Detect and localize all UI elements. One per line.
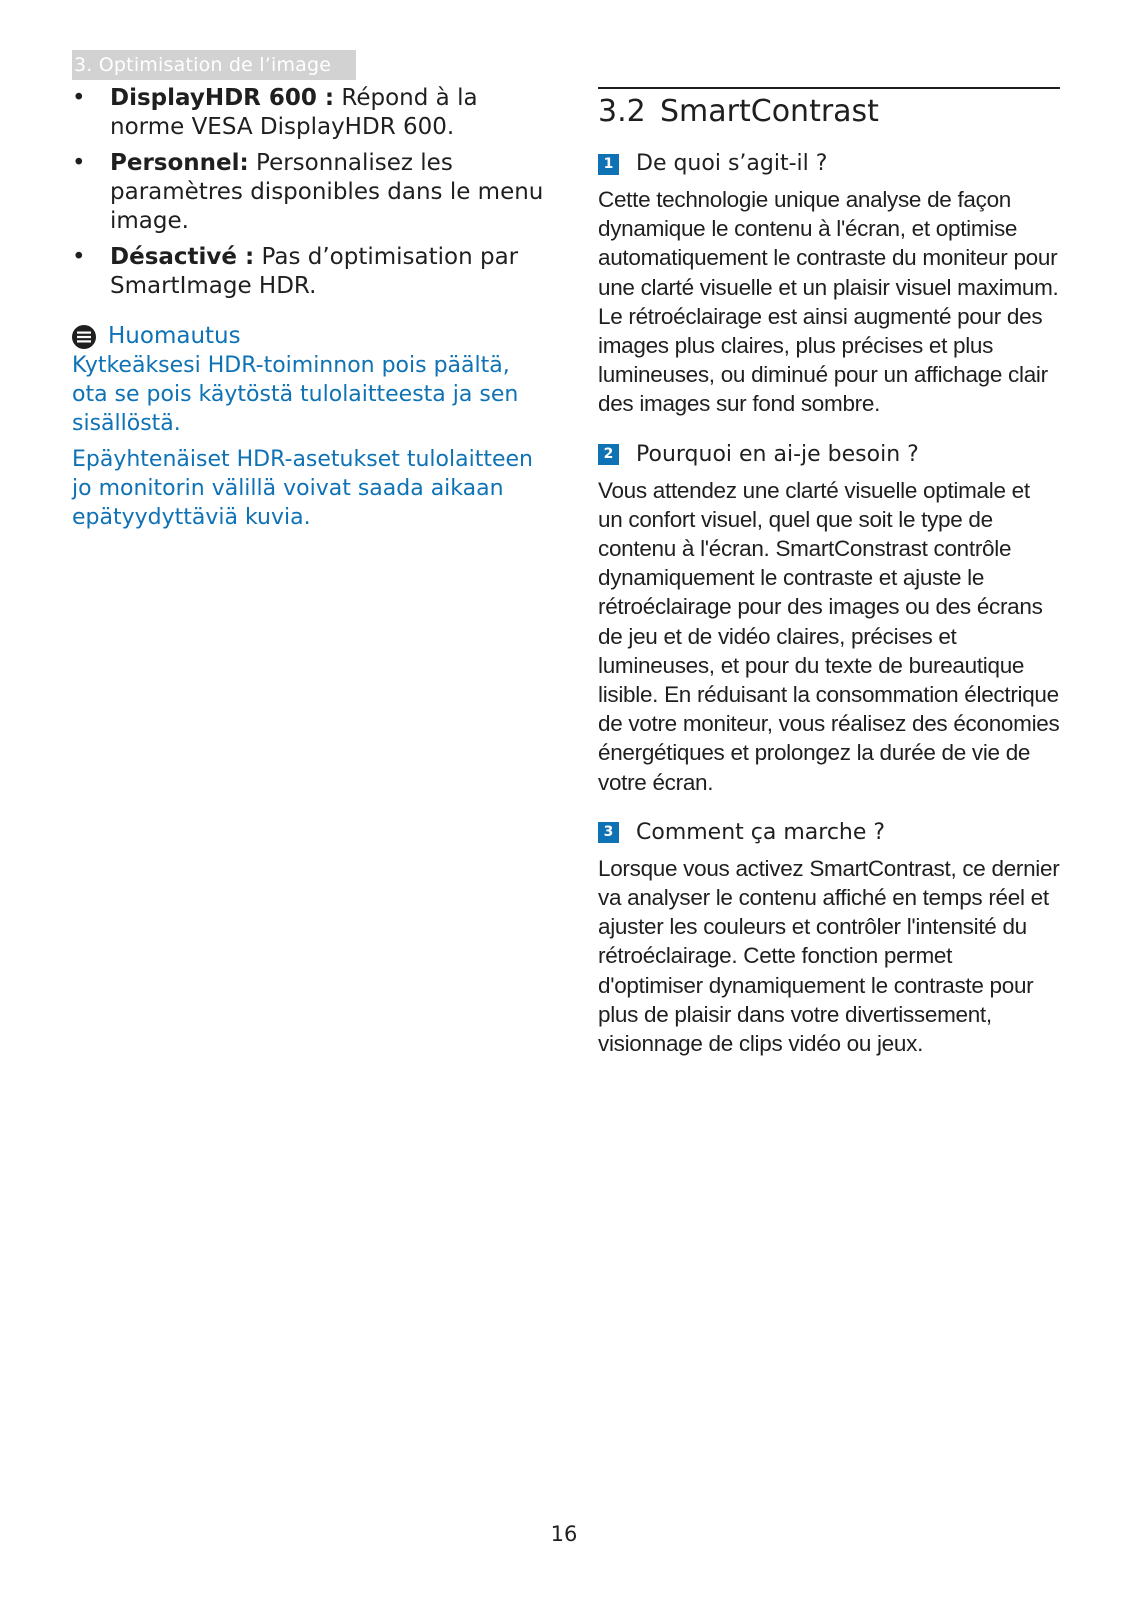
bullet-icon: • (72, 150, 86, 176)
section-title-text: SmartContrast (660, 94, 879, 129)
subsection-title: Comment ça marche ? (636, 819, 886, 845)
note-box (72, 322, 552, 532)
list-item (72, 243, 552, 301)
subsection-body: Vous attendez une clarté visuelle optimale et un confort visuel, quel que soit le type de contenu à l'écran. SmartConstrast contrôle dynamiquement le contraste et ajuste le rétroéclairage pour des images ou des écrans de jeu et de vidéo claires, précises et lumineuses, et pour du texte de bureautique lisible. En réduisant la consommation électrique de votre moniteur, vous réalisez des économies énergétiques et prolongez la durée de vie de votre écran. (598, 477, 1060, 795)
number-badge: 3 (598, 822, 619, 843)
note-header (72, 322, 552, 351)
bullet-icon: • (72, 85, 86, 111)
option-description: Répond à la norme VESA DisplayHDR 600. (110, 85, 478, 140)
option-name: DisplayHDR 600 : (110, 85, 335, 111)
page-number: 16 (550, 1522, 578, 1546)
note-paragraph: Epäyhtenäiset HDR-asetukset tulolaitteen jo monitorin välillä voivat saada aikaan epätyydyttäviä kuvia. (72, 447, 533, 530)
list-item (72, 84, 552, 142)
number-badge: 2 (598, 444, 619, 465)
option-list (72, 84, 552, 301)
subsection-heading (598, 150, 1060, 178)
option-name: Personnel: (110, 150, 249, 176)
option-description: Personnalisez les paramètres disponibles dans le menu image. (110, 150, 544, 234)
option-description: Pas d’optimisation par SmartImage HDR. (110, 244, 519, 299)
subsection-heading (598, 441, 1060, 469)
bullet-icon: • (72, 244, 86, 270)
subsection-title: Pourquoi en ai-je besoin ? (636, 441, 919, 467)
right-column (598, 87, 1060, 1058)
left-column (72, 84, 552, 539)
section-title (598, 95, 1060, 129)
subsection-body: Cette technologie unique analyse de façon dynamique le contenu à l'écran, et optimise automatiquement le contraste du moniteur pour une clarté visuelle et un plaisir visuel maximum. Le rétroéclairage est ainsi augmenté pour des images plus claires, plus précises et plus lumineuses, ou diminué pour un affichage clair des images sur fond sombre. (598, 187, 1059, 417)
subsection-heading (598, 819, 1060, 847)
list-item (72, 149, 552, 236)
section-header-tab: 3. Optimisation de l’image (72, 50, 356, 80)
note-title: Huomautus (108, 323, 241, 349)
number-badge: 1 (598, 154, 619, 175)
section-divider (598, 87, 1060, 89)
subsection-body: Lorsque vous activez SmartContrast, ce dernier va analyser le contenu affiché en temps réel et ajuster les couleurs et contrôler l'intensité du rétroéclairage. Cette fonction permet d'optimiser dynamiquement le contraste pour plus de plaisir dans votre divertissement, visionnage de clips vidéo ou jeux. (598, 855, 1060, 1057)
section-number: 3.2 (598, 94, 646, 129)
option-name: Désactivé : (110, 244, 255, 270)
note-icon (72, 325, 96, 349)
note-paragraph: Kytkeäksesi HDR-toiminnon pois päältä, ota se pois käytöstä tulolaitteesta ja sen sisällöstä. (72, 353, 519, 436)
subsection-title: De quoi s’agit-il ? (636, 151, 828, 176)
